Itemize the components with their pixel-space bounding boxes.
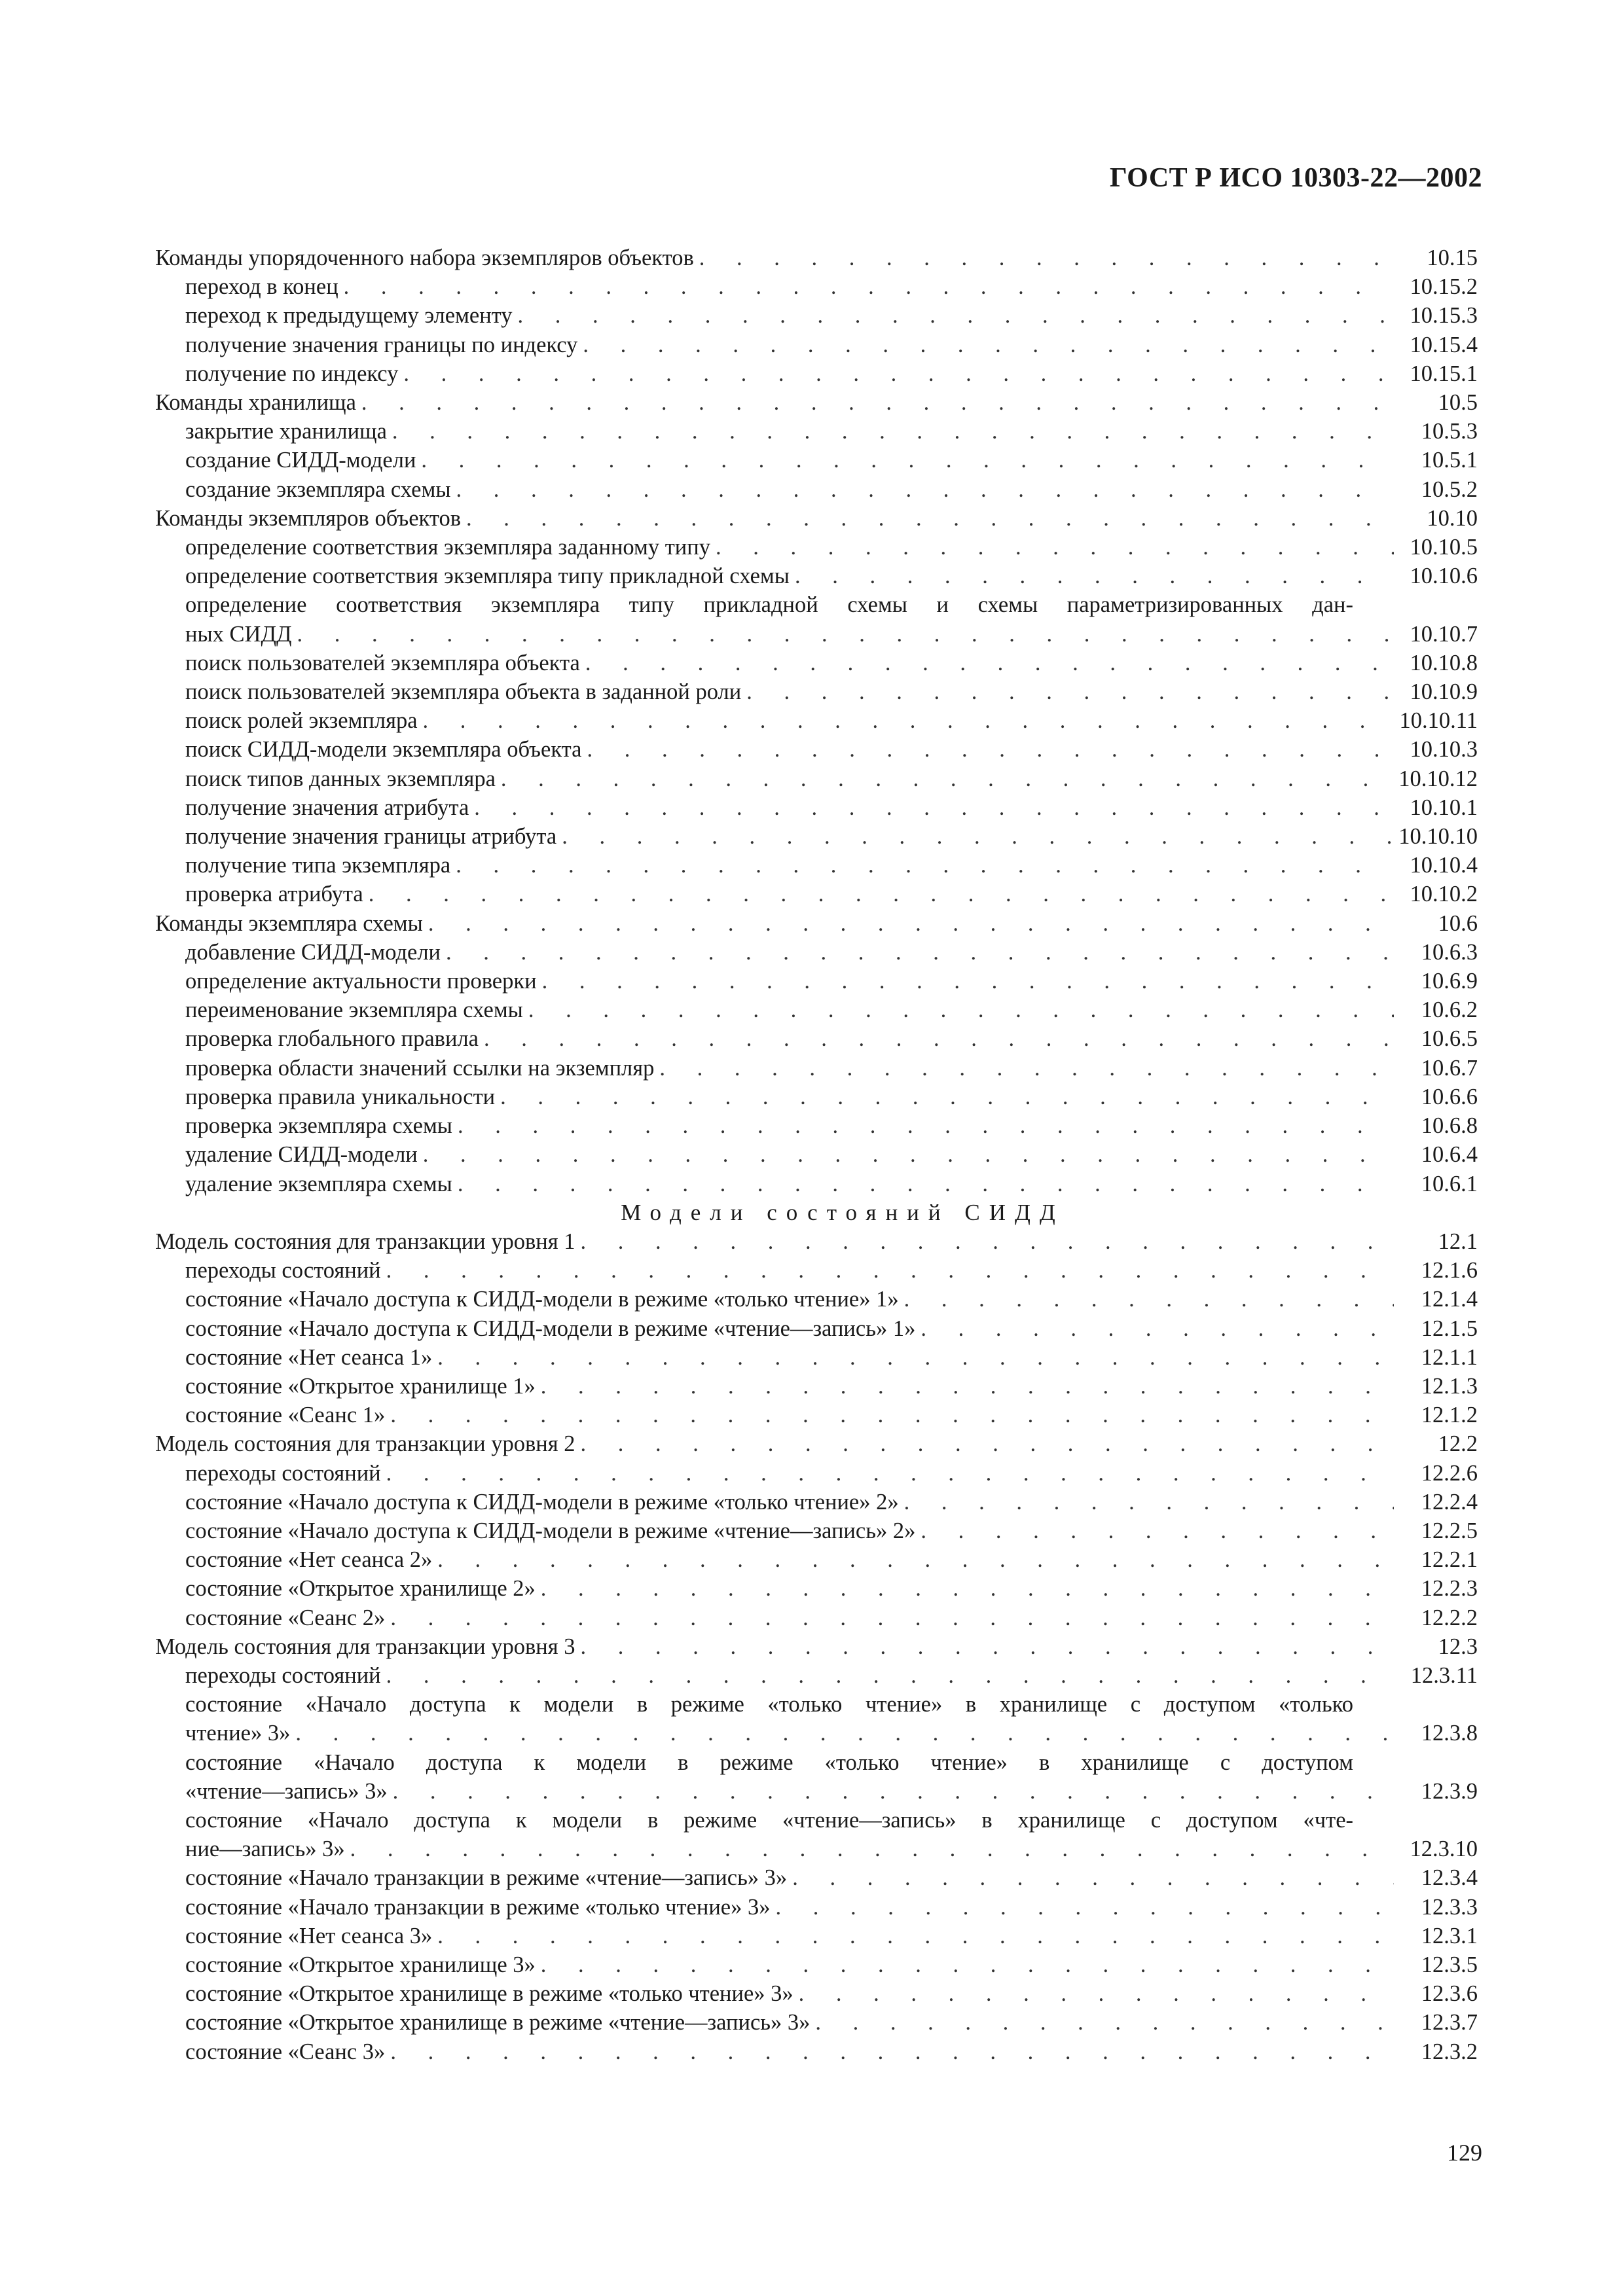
entry-label: переходы состояний — [185, 1258, 381, 1283]
entry-section-number: 10.10.1 — [1410, 795, 1478, 820]
index-entry-main — [155, 1429, 1478, 1458]
entry-label: переход в конец — [185, 274, 338, 300]
page-number: 129 — [1447, 2140, 1482, 2166]
dot-leader — [921, 1314, 1394, 1343]
dot-leader — [587, 735, 1394, 764]
entry-label: получение значения границы атрибута — [185, 824, 557, 850]
entry-section-number: 12.3 — [1438, 1634, 1478, 1659]
index-entry-main — [155, 1227, 1478, 1256]
entry-section-number: 12.2.4 — [1421, 1489, 1478, 1515]
index-entry-sub — [155, 1488, 1478, 1516]
dot-leader — [421, 446, 1394, 475]
document-header: ГОСТ Р ИСО 10303-22—2002 — [1109, 163, 1482, 193]
entry-label: получение по индексу — [185, 361, 399, 386]
entry-section-number: 10.6 — [1438, 910, 1478, 936]
dot-leader — [466, 504, 1394, 533]
entry-label: Команды хранилища — [155, 390, 356, 416]
index-entry-sub — [155, 1545, 1478, 1574]
dot-leader — [921, 1516, 1394, 1545]
index-entry-sub — [155, 996, 1478, 1024]
entry-label: поиск ролей экземпляра — [185, 708, 418, 734]
entry-section-number: 10.10.12 — [1398, 766, 1478, 791]
entry-label: состояние «Начало транзакции в режиме «только чтение» 3» — [185, 1894, 771, 1920]
index-entry-sub — [155, 475, 1478, 504]
entry-label: проверка области значений ссылки на экземпляр — [185, 1055, 655, 1081]
entry-label: переход к предыдущему элементу — [185, 303, 513, 329]
index-entry-sub — [155, 1314, 1478, 1343]
dot-leader — [386, 1661, 1394, 1690]
entry-section-number: 12.2.2 — [1421, 1605, 1478, 1630]
entry-label: состояние «Начало доступа к СИДД-модели в режиме «только чтение» 1» — [185, 1287, 899, 1312]
dot-leader — [423, 1140, 1394, 1169]
index-entry-sub — [155, 1863, 1478, 1892]
entry-section-number: 12.3.7 — [1421, 2010, 1478, 2036]
dot-leader — [392, 417, 1394, 446]
index-entry-sub — [155, 1777, 1478, 1806]
index-entry-sub — [155, 851, 1478, 880]
index-entry-main — [155, 1632, 1478, 1661]
entry-section-number: 12.2.5 — [1421, 1518, 1478, 1543]
entry-label: создание СИДД-модели — [185, 448, 416, 473]
dot-leader — [795, 562, 1394, 590]
entry-label: состояние «Сеанс 3» — [185, 2039, 386, 2064]
dot-leader — [446, 938, 1394, 967]
index-entry-sub — [155, 1111, 1478, 1140]
index-entry-sub — [155, 2008, 1478, 2037]
entry-section-number: 10.6.7 — [1421, 1055, 1478, 1081]
dot-leader — [458, 1111, 1394, 1140]
dot-leader — [437, 1545, 1394, 1574]
dot-leader — [390, 2037, 1394, 2066]
index-entry-sub — [155, 1459, 1478, 1488]
index-entry-sub — [155, 1054, 1478, 1083]
entry-label: определение соответствия экземпляра заданному типу — [185, 535, 710, 560]
dot-leader — [775, 1893, 1394, 1922]
entry-section-number: 10.10.2 — [1410, 882, 1478, 907]
entry-label: переименование экземпляра схемы — [185, 997, 523, 1023]
index-entry-main — [155, 243, 1478, 272]
index-entry-sub — [155, 1343, 1478, 1372]
entry-section-number: 10.6.4 — [1421, 1142, 1478, 1168]
entry-section-number: 10.15.1 — [1410, 361, 1478, 386]
entry-label: поиск типов данных экземпляра — [185, 766, 496, 791]
index-entry-sub — [155, 620, 1478, 649]
index-entry-sub — [155, 1256, 1478, 1285]
entry-section-number: 12.3.4 — [1421, 1865, 1478, 1891]
entry-label-line1: состояние «Начало доступа к модели в режиме «только чтение» в хранилище с доступом «только — [185, 1692, 1353, 1717]
entry-label: состояние «Открытое хранилище в режиме «чтение—запись» 3» — [185, 2010, 811, 2036]
dot-leader — [583, 331, 1394, 359]
entry-label: удаление СИДД-модели — [185, 1142, 418, 1168]
dot-leader — [542, 967, 1394, 996]
dot-leader — [904, 1285, 1394, 1314]
entry-label: состояние «Начало доступа к СИДД-модели в режиме «чтение—запись» 2» — [185, 1518, 916, 1543]
dot-leader — [484, 1024, 1394, 1053]
entry-section-number: 12.3.1 — [1421, 1923, 1478, 1948]
entry-section-number: 12.1.3 — [1421, 1373, 1478, 1399]
entry-section-number: 10.10.4 — [1410, 853, 1478, 878]
entry-section-number: 12.2.3 — [1421, 1576, 1478, 1602]
dot-leader — [659, 1054, 1394, 1083]
dot-leader — [456, 475, 1395, 504]
dot-leader — [581, 1632, 1394, 1661]
dot-leader — [716, 533, 1394, 562]
entry-section-number: 10.10 — [1427, 505, 1478, 531]
entry-label: состояние «Нет сеанса 1» — [185, 1344, 433, 1370]
entry-section-number: 10.6.6 — [1421, 1084, 1478, 1109]
entry-section-number: 10.15 — [1427, 245, 1478, 270]
entry-label: Команды экземпляра схемы — [155, 910, 423, 936]
entry-label: создание экземпляра схемы — [185, 476, 451, 502]
index-entry-sub — [155, 1719, 1478, 1748]
entry-section-number: 12.1.4 — [1421, 1287, 1478, 1312]
dot-leader — [437, 1922, 1394, 1950]
index-entry-sub — [155, 1401, 1478, 1429]
entry-label: закрытие хранилища — [185, 419, 387, 444]
index-entry-sub — [155, 764, 1478, 793]
dot-leader — [562, 822, 1393, 851]
entry-label: состояние «Сеанс 1» — [185, 1403, 386, 1428]
entry-label: проверка атрибута — [185, 882, 363, 907]
entry-section-number: 10.15.4 — [1410, 332, 1478, 357]
entry-section-number: 10.5.1 — [1421, 448, 1478, 473]
entry-label: поиск пользователей экземпляра объекта в заданной роли — [185, 679, 742, 705]
entry-section-number: 10.15.3 — [1410, 303, 1478, 329]
dot-leader — [428, 909, 1394, 938]
dot-leader — [501, 764, 1393, 793]
entry-label: определение актуальности проверки — [185, 969, 537, 994]
dot-leader — [746, 677, 1394, 706]
dot-leader — [390, 1604, 1394, 1632]
index-entry-wrapped — [155, 1748, 1478, 1806]
dot-leader — [518, 301, 1394, 330]
entry-section-number: 12.2 — [1438, 1431, 1478, 1457]
entry-section-number: 12.3.9 — [1421, 1778, 1478, 1804]
entry-label: состояние «Начало доступа к СИДД-модели в режиме «только чтение» 2» — [185, 1489, 899, 1515]
dot-leader — [437, 1343, 1394, 1372]
index-entry-wrapped — [155, 1690, 1478, 1748]
index-entry-sub — [155, 735, 1478, 764]
entry-label: «чтение—запись» 3» — [185, 1778, 388, 1804]
entry-label: чтение» 3» — [185, 1721, 291, 1746]
dot-leader — [386, 1256, 1394, 1285]
dot-leader — [699, 243, 1394, 272]
entry-label-line1: определение соответствия экземпляра типу прикладной схемы и схемы параметризированных дан- — [185, 592, 1353, 618]
entry-label: состояние «Сеанс 2» — [185, 1605, 386, 1630]
index-entry-sub — [155, 1893, 1478, 1922]
entry-label: Модель состояния для транзакции уровня 1 — [155, 1229, 575, 1254]
entry-label: Команды упорядоченного набора экземпляров объектов — [155, 245, 694, 270]
entry-section-number: 12.1.2 — [1421, 1403, 1478, 1428]
index-entry-sub — [155, 1285, 1478, 1314]
entry-section-number: 12.1.1 — [1421, 1344, 1478, 1370]
index-entry-main — [155, 909, 1478, 938]
index-entry-sub — [155, 301, 1478, 330]
entry-label-line1: состояние «Начало доступа к модели в режиме «чтение—запись» в хранилище с доступом «чте- — [185, 1807, 1353, 1833]
dot-leader — [361, 388, 1394, 417]
index-entry-main — [155, 388, 1478, 417]
entry-label: состояние «Открытое хранилище 3» — [185, 1952, 536, 1977]
entry-label: получение значения атрибута — [185, 795, 469, 820]
entry-label: получение значения границы по индексу — [185, 332, 578, 357]
entry-section-number: 12.3.3 — [1421, 1894, 1478, 1920]
entry-section-number: 10.6.9 — [1421, 969, 1478, 994]
entry-section-number: 12.3.2 — [1421, 2039, 1478, 2064]
index-entry-sub — [155, 562, 1478, 590]
entry-label: проверка экземпляра схемы — [185, 1113, 452, 1139]
entry-section-number: 12.1.6 — [1421, 1258, 1478, 1283]
index-entry-sub — [155, 649, 1478, 677]
entry-label: поиск пользователей экземпляра объекта — [185, 650, 580, 675]
dot-leader — [792, 1863, 1394, 1892]
dot-leader — [344, 272, 1394, 301]
entry-section-number: 12.3.6 — [1421, 1981, 1478, 2007]
index-entry-sub — [155, 1574, 1478, 1603]
dot-leader — [541, 1574, 1394, 1603]
index-entry-sub — [155, 793, 1478, 822]
index-entry-sub — [155, 1979, 1478, 2008]
entry-label: проверка глобального правила — [185, 1026, 479, 1052]
entry-section-number: 12.2.6 — [1421, 1460, 1478, 1486]
entry-label: ние—запись» 3» — [185, 1837, 345, 1862]
index-list — [155, 243, 1478, 2066]
index-entry-sub — [155, 706, 1478, 735]
entry-label: состояние «Начало доступа к СИДД-модели в режиме «чтение—запись» 1» — [185, 1316, 916, 1341]
index-entry-sub — [155, 1835, 1478, 1863]
entry-section-number: 10.6.1 — [1421, 1171, 1478, 1196]
dot-leader — [297, 620, 1394, 649]
section-heading: Модели состояний СИДД — [621, 1199, 1065, 1225]
dot-leader — [581, 1429, 1394, 1458]
dot-leader — [585, 649, 1394, 677]
entry-section-number: 10.6.2 — [1421, 997, 1478, 1023]
index-entry-sub — [155, 677, 1478, 706]
entry-label: добавление СИДД-модели — [185, 939, 441, 965]
dot-leader — [799, 1979, 1394, 2008]
index-entry-sub — [155, 331, 1478, 359]
entry-section-number: 10.10.7 — [1410, 621, 1478, 647]
index-entry-sub — [155, 1604, 1478, 1632]
entry-label: переходы состояний — [185, 1460, 381, 1486]
entry-label: состояние «Нет сеанса 3» — [185, 1923, 433, 1948]
index-entry-sub — [155, 1140, 1478, 1169]
index-entry-sub — [155, 1170, 1478, 1198]
index-entry-sub — [155, 359, 1478, 388]
dot-leader — [528, 996, 1394, 1024]
index-entry-sub — [155, 1950, 1478, 1979]
entry-section-number: 10.5 — [1438, 390, 1478, 416]
index-entry-sub — [155, 533, 1478, 562]
entry-section-number: 10.6.5 — [1421, 1026, 1478, 1052]
entry-label-line1: состояние «Начало доступа к модели в режиме «только чтение» в хранилище с доступом — [185, 1749, 1353, 1775]
entry-section-number: 10.5.3 — [1421, 419, 1478, 444]
entry-section-number: 12.2.1 — [1421, 1547, 1478, 1573]
index-entry-sub — [155, 1372, 1478, 1401]
entry-label: поиск СИДД-модели экземпляра объекта — [185, 737, 582, 762]
dot-leader — [386, 1459, 1394, 1488]
index-entry-sub — [155, 2037, 1478, 2066]
entry-section-number: 10.10.11 — [1399, 708, 1478, 734]
entry-section-number: 10.6.3 — [1421, 939, 1478, 965]
entry-section-number: 10.10.3 — [1410, 737, 1478, 762]
dot-leader — [456, 851, 1394, 880]
dot-leader — [904, 1488, 1394, 1516]
entry-label: определение соответствия экземпляра типу прикладной схемы — [185, 564, 790, 589]
entry-section-number: 10.10.10 — [1398, 824, 1478, 850]
entry-section-number: 10.10.5 — [1410, 535, 1478, 560]
dot-leader — [474, 793, 1394, 822]
index-entry-wrapped — [155, 590, 1478, 648]
index-entry-sub — [155, 822, 1478, 851]
dot-leader — [500, 1083, 1394, 1111]
index-entry-sub — [155, 1516, 1478, 1545]
entry-section-number: 10.10.9 — [1410, 679, 1478, 705]
entry-label: проверка правила уникальности — [185, 1084, 496, 1109]
entry-section-number: 10.10.6 — [1410, 564, 1478, 589]
entry-label: состояние «Нет сеанса 2» — [185, 1547, 433, 1573]
entry-label: состояние «Открытое хранилище в режиме «только чтение» 3» — [185, 1981, 793, 2007]
entry-section-number: 12.3.10 — [1410, 1837, 1478, 1862]
index-entry-sub — [155, 1083, 1478, 1111]
entry-label: Команды экземпляров объектов — [155, 505, 462, 531]
dot-leader — [350, 1835, 1394, 1863]
index-entry-main — [155, 504, 1478, 533]
entry-label: удаление экземпляра схемы — [185, 1171, 452, 1196]
index-entry-sub — [155, 938, 1478, 967]
entry-section-number: 12.3.8 — [1421, 1721, 1478, 1746]
entry-label: состояние «Начало транзакции в режиме «чтение—запись» 3» — [185, 1865, 788, 1891]
index-entry-sub — [155, 417, 1478, 446]
entry-label: Модель состояния для транзакции уровня 3 — [155, 1634, 575, 1659]
entry-section-number: 10.15.2 — [1410, 274, 1478, 300]
entry-label: состояние «Открытое хранилище 2» — [185, 1576, 536, 1602]
dot-leader — [403, 359, 1394, 388]
index-entry-sub — [155, 446, 1478, 475]
entry-section-number: 12.3.11 — [1410, 1662, 1478, 1688]
index-entry-wrapped — [155, 1806, 1478, 1863]
entry-section-number: 12.1.5 — [1421, 1316, 1478, 1341]
dot-leader — [393, 1777, 1394, 1806]
dot-leader — [458, 1170, 1394, 1198]
entry-label: ных СИДД — [185, 621, 292, 647]
entry-label: получение типа экземпляра — [185, 853, 451, 878]
dot-leader — [815, 2008, 1394, 2037]
entry-section-number: 10.5.2 — [1421, 476, 1478, 502]
index-entry-sub — [155, 1024, 1478, 1053]
dot-leader — [369, 880, 1394, 908]
index-entry-sub — [155, 1922, 1478, 1950]
index-entry-sub — [155, 272, 1478, 301]
entry-section-number: 12.3.5 — [1421, 1952, 1478, 1977]
entry-label: переходы состояний — [185, 1662, 381, 1688]
entry-section-number: 10.10.8 — [1410, 650, 1478, 675]
dot-leader — [423, 706, 1394, 735]
index-entry-sub — [155, 967, 1478, 996]
dot-leader — [390, 1401, 1394, 1429]
dot-leader — [581, 1227, 1394, 1256]
dot-leader — [541, 1950, 1394, 1979]
entry-section-number: 12.1 — [1438, 1229, 1478, 1254]
entry-label: Модель состояния для транзакции уровня 2 — [155, 1431, 575, 1457]
dot-leader — [295, 1719, 1394, 1748]
dot-leader — [541, 1372, 1394, 1401]
entry-label: состояние «Открытое хранилище 1» — [185, 1373, 536, 1399]
entry-section-number: 10.6.8 — [1421, 1113, 1478, 1139]
index-entry-sub — [155, 1661, 1478, 1690]
index-entry-sub — [155, 880, 1478, 908]
